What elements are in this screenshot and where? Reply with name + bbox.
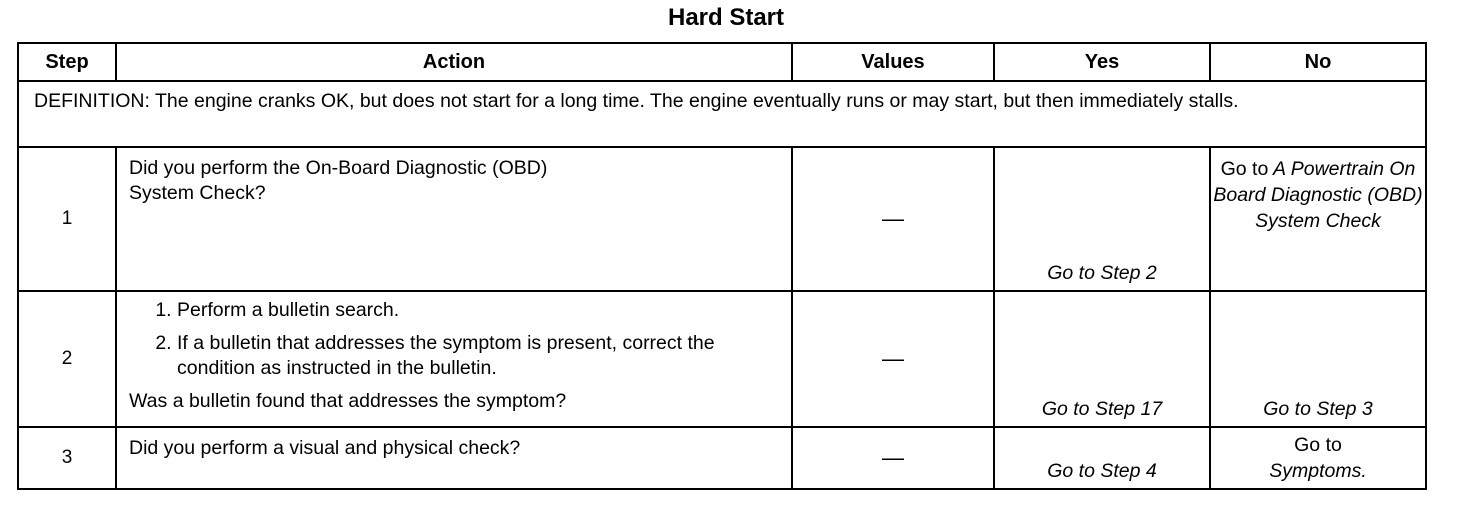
values-cell: — [792, 291, 994, 427]
step-number: 2 [18, 291, 116, 427]
yes-cell: Go to Step 17 [994, 291, 1210, 427]
action-cell [116, 147, 792, 291]
page-title: Hard Start [667, 4, 785, 31]
no-prefix: Go to [1294, 434, 1342, 456]
definition-row [18, 81, 1426, 147]
table-row [18, 427, 1426, 489]
values-cell: — [792, 427, 994, 489]
yes-cell: Go to Step 4 [994, 427, 1210, 489]
header-action: Action [116, 43, 792, 81]
action-text: Did you perform the On-Board Diagnostic (OBD) [129, 157, 548, 179]
diagnostic-table [17, 42, 1427, 490]
header-step: Step [18, 43, 116, 81]
action-list [129, 298, 781, 381]
action-text: System Check? [129, 182, 266, 204]
table-row [18, 147, 1426, 291]
action-question: Was a bulletin found that addresses the symptom? [129, 390, 567, 412]
list-item: 2. If a bulletin that addresses the symptom is present, correct the condition as instructed in the bulletin. [177, 331, 781, 381]
yes-cell: Go to Step 2 [994, 147, 1210, 291]
definition-text: DEFINITION: The engine cranks OK, but does not start for a long time. The engine eventually runs or may start, but then immediately stalls. [18, 81, 1426, 147]
header-row [18, 43, 1426, 81]
list-item: 1. Perform a bulletin search. [177, 298, 781, 323]
no-prefix: Go to [1220, 158, 1269, 180]
no-cell [1210, 147, 1426, 291]
action-cell [116, 291, 792, 427]
no-reference: A Powertrain On Board Diagnostic (OBD) System Check [1213, 158, 1423, 232]
no-cell [1210, 427, 1426, 489]
header-no: No [1210, 43, 1426, 81]
values-cell: — [792, 147, 994, 291]
header-values: Values [792, 43, 994, 81]
no-cell: Go to Step 3 [1210, 291, 1426, 427]
action-cell: Did you perform a visual and physical check? [116, 427, 792, 489]
step-number: 1 [18, 147, 116, 291]
no-reference: Symptoms. [1269, 460, 1367, 482]
table-row [18, 291, 1426, 427]
header-yes: Yes [994, 43, 1210, 81]
step-number: 3 [18, 427, 116, 489]
